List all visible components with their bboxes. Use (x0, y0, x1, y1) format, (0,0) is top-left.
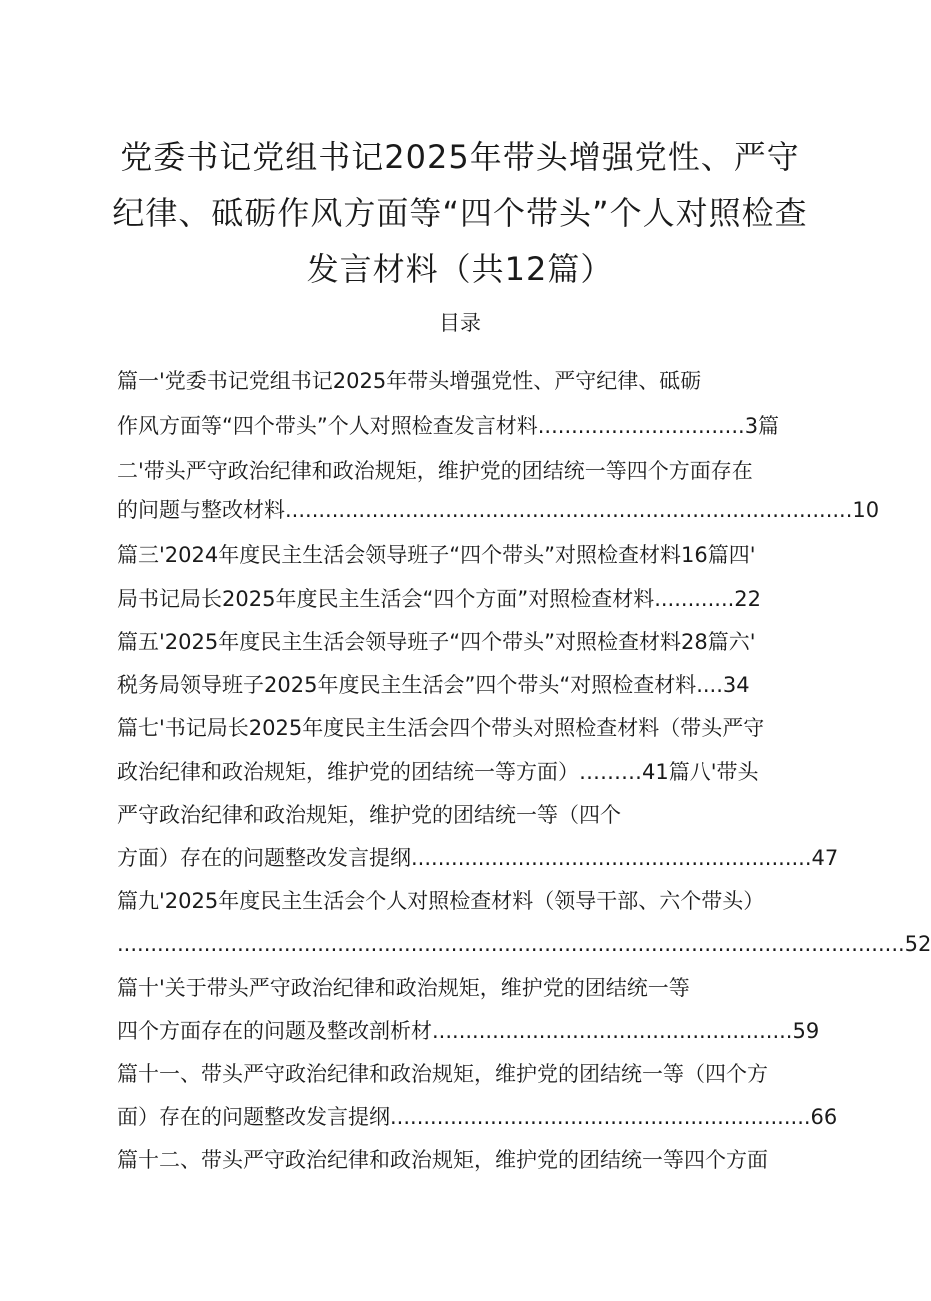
toc-line: 篇十'关于带头严守政治纪律和政治规矩，维护党的团结统一等 (117, 976, 690, 1000)
toc-line: 税务局领导班子2025年度民主生活会”四个带头“对照检查材料....34 (117, 673, 750, 697)
toc-line: 篇五'2025年度民主生活会领导班子“四个带头”对照检查材料28篇六' (117, 630, 756, 654)
toc-line: ......................................................................................................................52 (117, 932, 931, 956)
toc-line: 篇十二、带头严守政治纪律和政治规矩，维护党的团结统一等四个方面 (117, 1148, 768, 1172)
toc-line: 篇一'党委书记党组书记2025年带头增强党性、严守纪律、砥砺 (117, 369, 702, 393)
toc-line: 四个方面存在的问题及整改剖析材......................................................59 (117, 1019, 820, 1043)
document-title (90, 129, 830, 297)
toc-line: 篇十一、带头严守政治纪律和政治规矩，维护党的团结统一等（四个方 (117, 1062, 768, 1086)
title-line-2: 纪律、砥砺作风方面等“四个带头”个人对照检查 (112, 194, 808, 233)
title-line-3: 发言材料（共12篇） (306, 250, 614, 289)
toc-line: 二'带头严守政治纪律和政治规矩，维护党的团结统一等四个方面存在 (117, 459, 753, 483)
toc-line: 篇七'书记局长2025年度民主生活会四个带头对照检查材料（带头严守 (117, 716, 765, 740)
toc-heading: 目录 (439, 311, 481, 335)
toc-line: 面）存在的问题整改发言提纲...............................................................66 (117, 1105, 838, 1129)
title-line-1: 党委书记党组书记2025年带头增强党性、严守 (120, 138, 800, 177)
toc-line: 政治纪律和政治规矩，维护党的团结统一等方面）………41篇八'带头 (117, 760, 759, 784)
toc-line: 篇三'2024年度民主生活会领导班子“四个带头”对照检查材料16篇四' (117, 543, 756, 567)
toc-line: 的问题与整改材料.....................................................................................10 (117, 498, 880, 522)
toc-line: 篇九'2025年度民主生活会个人对照检查材料（领导干部、六个带头） (117, 889, 765, 913)
toc-line: 严守政治纪律和政治规矩，维护党的团结统一等（四个 (117, 803, 621, 827)
toc-line: 作风方面等“四个带头”个人对照检查发言材料...............................3篇 (117, 414, 780, 438)
toc-line: 局书记局长2025年度民主生活会“四个方面”对照检查材料............22 (117, 587, 762, 611)
toc-line: 方面）存在的问题整改发言提纲............................................................47 (117, 846, 839, 870)
